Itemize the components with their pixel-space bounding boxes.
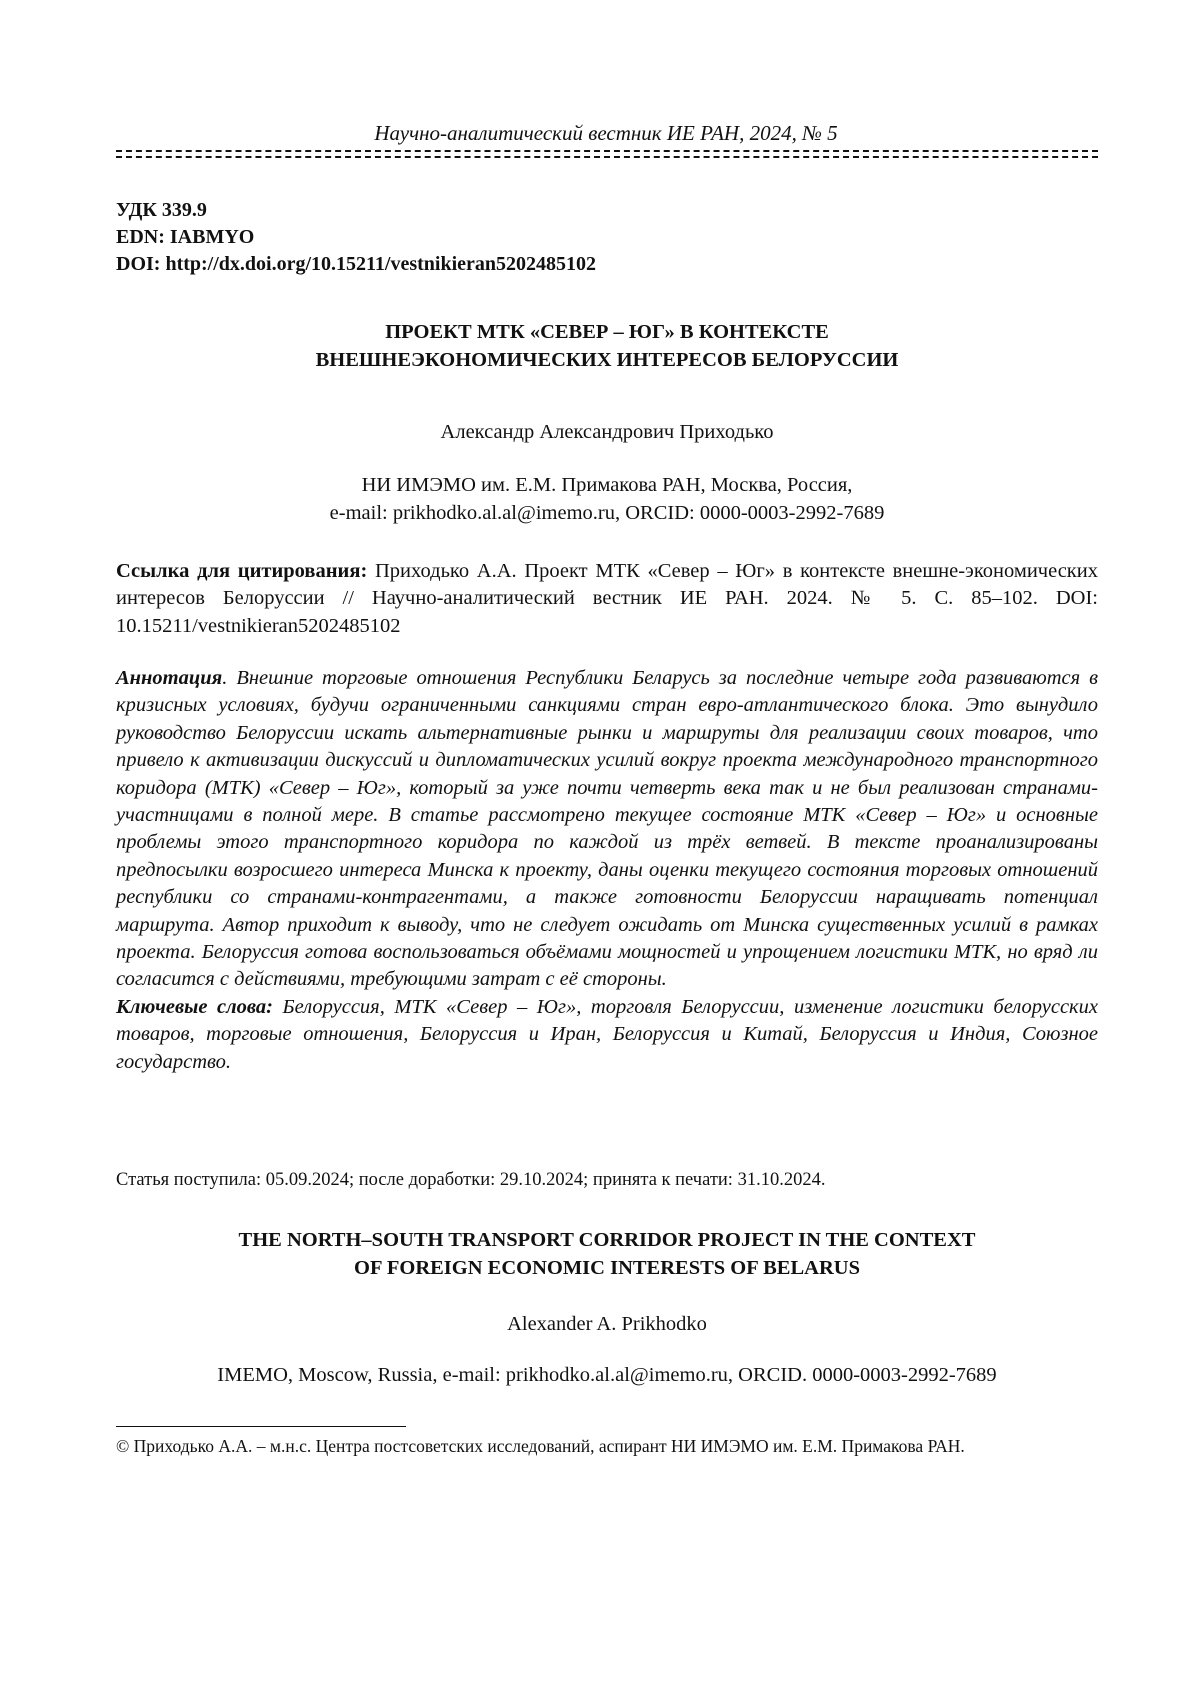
article-title-en xyxy=(116,1226,1098,1282)
keywords-paragraph xyxy=(116,994,1098,1076)
affiliation-ru-line-2: e-mail: prikhodko.al.al@imemo.ru, ORCID: 0000-0003-2992-7689 xyxy=(329,502,885,524)
abstract-label: Аннотация xyxy=(116,667,223,689)
author-name-en: Alexander A. Prikhodko xyxy=(507,1313,707,1335)
header-divider xyxy=(116,150,1098,158)
received-dates: Статья поступила: 05.09.2024; после доработки: 29.10.2024; принята к печати: 31.10.2024. xyxy=(116,1170,826,1190)
affiliation-ru xyxy=(116,471,1098,527)
abstract-text: . Внешние торговые отношения Республики Беларусь за последние четыре года развиваются в кризисных условиях, будучи ограниченными санкциями стран евро-атлантического блока. Это вынудило руководство Белоруссии искать альтернативные рынки и маршруты для реализации своих товаров, что привело к активизации дискуссий и дипломатических усилий вокруг проекта международного транспортного коридора (МТК) «Север – Юг», который за уже почти четверть века так и не был реализован странами-участницами в полной мере. В статье рассмотрено текущее состояние МТК «Север – Юг» и основные проблемы этого транспортного коридора по каждой из трёх ветвей. В тексте проанализированы предпосылки возросшего интереса Минска к проекту, даны оценки текущего состояния торговых отношений республики со странами-контрагентами, а также готовности Белоруссии наращивать потенциал маршрута. Автор приходит к выводу, что не следует ожидать от Минска существенных усилий в рамках проекта. Белоруссия готова воспользоваться объёмами мощностей и упрощением логистики МТК, но вряд ли согласится с действиями, требующими затрат с её стороны. xyxy=(116,667,1098,991)
affiliation-en: IMEMO, Moscow, Russia, e-mail: prikhodko.al.al@imemo.ru, ORCID. 0000-0003-2992-7689 xyxy=(217,1364,997,1386)
title-en-line-1: THE NORTH–SOUTH TRANSPORT CORRIDOR PROJECT IN THE CONTEXT xyxy=(238,1229,976,1251)
keywords-text: Белоруссия, МТК «Север – Юг», торговля Белоруссии, изменение логистики белорусских товаров, торговые отношения, Белоруссия и Иран, Белоруссия и Китай, Белоруссия и Индия, Союзное государство. xyxy=(116,995,1098,1073)
citation-block xyxy=(116,558,1098,640)
title-ru-line-1: ПРОЕКТ МТК «СЕВЕР – ЮГ» В КОНТЕКСТЕ xyxy=(385,321,829,343)
abstract-paragraph xyxy=(116,665,1098,994)
citation-text: Приходько А.А. Проект МТК «Север – Юг» в контексте внешне-экономических интересов Белоруссии // Научно-аналитический вестник ИЕ РАН. 2024. № 5. С. 85–102. DOI: 10.15211/vestnikieran5202485102 xyxy=(116,560,1098,637)
article-metadata xyxy=(116,197,596,278)
keywords-label: Ключевые слова: xyxy=(116,995,273,1018)
author-name-ru: Александр Александрович Приходько xyxy=(440,421,774,443)
abstract-block xyxy=(116,665,1098,1076)
title-ru-line-2: ВНЕШНЕЭКОНОМИЧЕСКИХ ИНТЕРЕСОВ БЕЛОРУССИИ xyxy=(315,349,899,371)
affiliation-ru-line-1: НИ ИМЭМО им. Е.М. Примакова РАН, Москва, Россия, xyxy=(361,474,853,496)
title-en-line-2: OF FOREIGN ECONOMIC INTERESTS OF BELARUS xyxy=(354,1257,860,1279)
article-title-ru xyxy=(116,318,1098,374)
edn-code: EDN: IABMYO xyxy=(116,226,255,248)
running-header: Научно-аналитический вестник ИЕ РАН, 2024, № 5 xyxy=(374,121,838,145)
author-footnote: © Приходько А.А. – м.н.с. Центра постсоветских исследований, аспирант НИ ИМЭМО им. Е.М. Примакова РАН. xyxy=(116,1436,965,1456)
udc-code: УДК 339.9 xyxy=(116,199,207,221)
doi-link[interactable]: DOI: http://dx.doi.org/10.15211/vestnikieran5202485102 xyxy=(116,253,597,275)
footnote-divider xyxy=(116,1426,406,1427)
citation-label: Ссылка для цитирования: xyxy=(116,560,368,582)
